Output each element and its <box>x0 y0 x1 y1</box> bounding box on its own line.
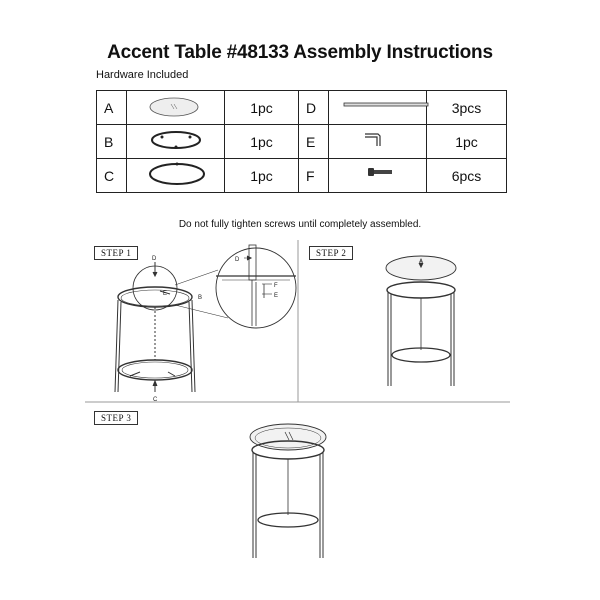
glass-top-icon <box>150 98 198 116</box>
step1-diagram <box>115 245 296 392</box>
part-quantity: 3pcs <box>427 91 507 125</box>
part-letter: F <box>299 159 329 193</box>
part-quantity: 1pc <box>225 91 299 125</box>
bolt-icon <box>368 168 392 176</box>
label-e-zoom: E <box>274 293 279 299</box>
part-letter: C <box>97 159 127 193</box>
label-e: E <box>163 291 168 297</box>
label-d: D <box>152 256 157 262</box>
label-f-zoom: F <box>274 283 278 289</box>
label-d-zoom: D <box>235 257 240 263</box>
page-title: Accent Table #48133 Assembly Instructions <box>107 42 493 63</box>
part-quantity: 1pc <box>225 159 299 193</box>
bottom-ring-icon <box>150 163 204 184</box>
step1-label: STEP 1 <box>94 246 138 260</box>
allen-key-icon <box>365 134 380 146</box>
step3-label: STEP 3 <box>94 411 138 425</box>
top-ring-icon <box>152 132 200 148</box>
label-b: B <box>198 295 203 301</box>
step2-diagram <box>386 256 456 386</box>
step2-label: STEP 2 <box>309 246 353 260</box>
part-letter: E <box>299 125 329 159</box>
part-letter: D <box>299 91 329 125</box>
part-letter: B <box>97 125 127 159</box>
leg-rod-icon <box>344 103 428 106</box>
assembly-note: Do not fully tighten screws until completely assembled. <box>178 219 422 230</box>
step3-diagram <box>250 424 326 558</box>
part-quantity: 1pc <box>225 125 299 159</box>
label-c: C <box>153 397 158 403</box>
part-letter: A <box>97 91 127 125</box>
part-quantity: 1pc <box>427 125 507 159</box>
label-a: A <box>419 259 424 265</box>
hardware-heading: Hardware Included <box>96 69 189 81</box>
part-quantity: 6pcs <box>427 159 507 193</box>
